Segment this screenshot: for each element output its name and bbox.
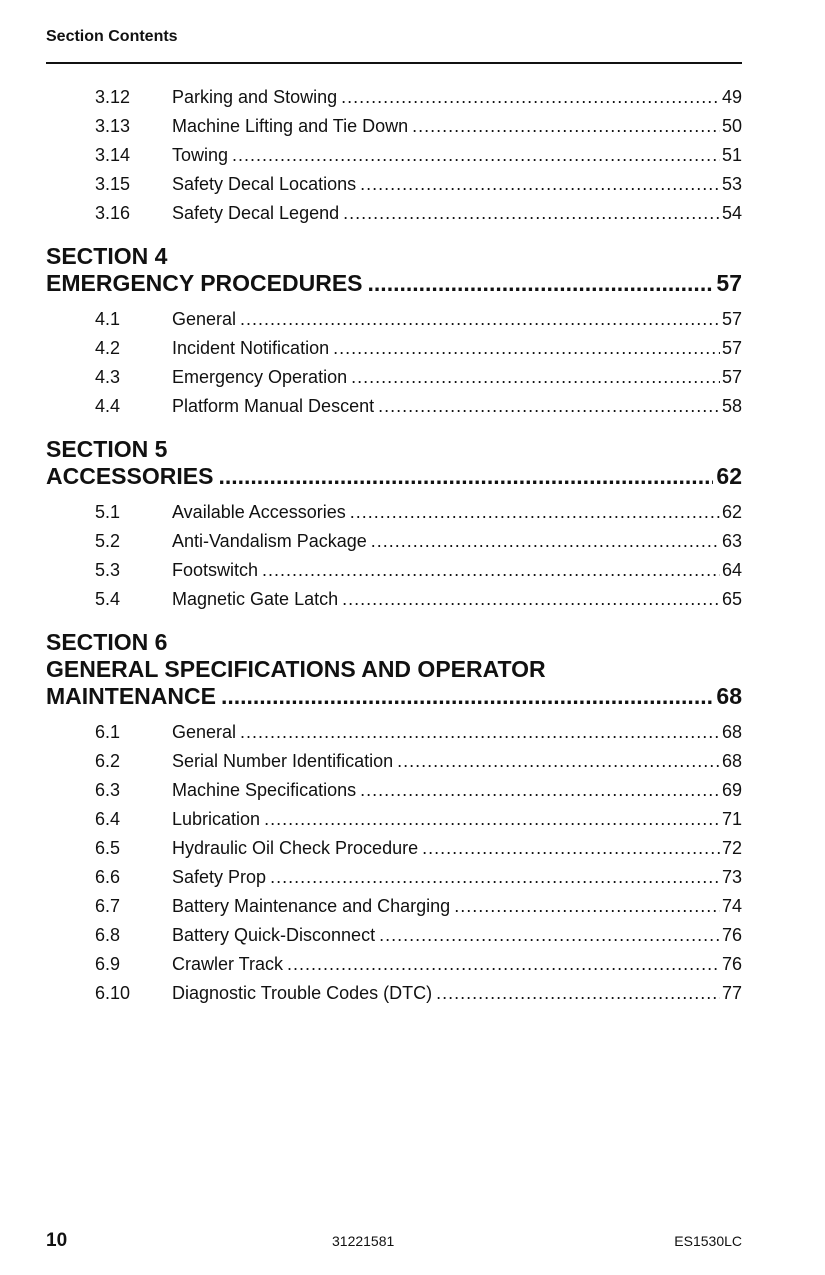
dot-leader: [454, 892, 720, 921]
toc-section: [46, 243, 742, 421]
toc-entry-page: 50: [721, 116, 742, 136]
toc-entry-page: 49: [721, 87, 742, 107]
toc-entry-title: Battery Maintenance and Charging: [172, 896, 451, 916]
toc-entry-title: Footswitch: [172, 560, 259, 580]
toc-entry[interactable]: [46, 718, 742, 747]
dot-leader: [378, 392, 720, 421]
dot-leader: [232, 141, 720, 170]
toc-entry[interactable]: [46, 527, 742, 556]
section-heading-title: MAINTENANCE: [46, 683, 216, 709]
page-header-title: Section Contents: [46, 28, 178, 45]
dot-leader: [342, 585, 720, 614]
toc-entry-title: Lubrication: [172, 809, 261, 829]
dot-leader: [371, 527, 720, 556]
toc-entry-number: 4.4: [95, 396, 121, 416]
section-heading-line: SECTION 4: [46, 243, 168, 269]
toc-entry-page: 62: [721, 502, 742, 522]
toc-entry-number: 4.3: [95, 367, 121, 387]
dot-leader: [422, 834, 720, 863]
toc-entry-number: 6.2: [95, 751, 121, 771]
toc-entry-page: 73: [721, 867, 742, 887]
toc-entry-page: 63: [721, 531, 742, 551]
toc-entry-title: Crawler Track: [172, 954, 284, 974]
toc-entry[interactable]: [46, 892, 742, 921]
toc-entry-page: 57: [721, 309, 742, 329]
toc-entry-page: 65: [721, 589, 742, 609]
toc-entry-page: 74: [721, 896, 742, 916]
toc-entry[interactable]: [46, 921, 742, 950]
toc-entry-title: Diagnostic Trouble Codes (DTC): [172, 983, 433, 1003]
dot-leader: [350, 498, 720, 527]
toc-entry-page: 68: [721, 722, 742, 742]
toc-entry-title: General: [172, 309, 237, 329]
toc-entry-page: 69: [721, 780, 742, 800]
dot-leader: [264, 805, 720, 834]
toc-entry-page: 68: [721, 751, 742, 771]
dot-leader: [262, 556, 720, 585]
toc-entry[interactable]: [46, 305, 742, 334]
section-heading-page: 68: [716, 683, 742, 709]
toc-entry-page: 76: [721, 925, 742, 945]
toc-entry-number: 4.1: [95, 309, 121, 329]
toc-entry-page: 57: [721, 338, 742, 358]
toc-entry[interactable]: [46, 334, 742, 363]
toc-entry-title: Serial Number Identification: [172, 751, 394, 771]
section-heading-page: 62: [716, 463, 742, 489]
footer-page-number: 10: [46, 1230, 68, 1251]
toc-entry-title: Machine Lifting and Tie Down: [172, 116, 409, 136]
section-heading-line: SECTION 5: [46, 436, 168, 462]
toc-entry[interactable]: [46, 863, 742, 892]
section-heading-page: 57: [716, 270, 742, 296]
section-heading-line: SECTION 6: [46, 629, 168, 655]
toc-entry-title: Magnetic Gate Latch: [172, 589, 339, 609]
dot-leader: [240, 718, 720, 747]
toc-entry[interactable]: [46, 199, 742, 228]
toc-entry-number: 4.2: [95, 338, 121, 358]
section-heading-link[interactable]: [46, 463, 742, 490]
toc-entry-page: 53: [721, 174, 742, 194]
toc-entry-title: Battery Quick-Disconnect: [172, 925, 376, 945]
toc-entry[interactable]: [46, 805, 742, 834]
toc-entry[interactable]: [46, 556, 742, 585]
toc-entry[interactable]: [46, 392, 742, 421]
toc-entry[interactable]: [46, 979, 742, 1008]
toc-entry[interactable]: [46, 776, 742, 805]
toc-entry-title: Emergency Operation: [172, 367, 348, 387]
dot-leader: [240, 305, 720, 334]
toc-entry-title: Incident Notification: [172, 338, 330, 358]
toc-entry[interactable]: [46, 834, 742, 863]
dot-leader: [368, 270, 714, 297]
dot-leader: [436, 979, 720, 1008]
toc-entry[interactable]: [46, 363, 742, 392]
toc-entry-page: 72: [721, 838, 742, 858]
toc-entry-number: 6.5: [95, 838, 121, 858]
toc-section: [46, 629, 742, 1008]
toc-entry-title: Safety Decal Legend: [172, 203, 340, 223]
toc-entry[interactable]: [46, 498, 742, 527]
dot-leader: [287, 950, 720, 979]
toc-entry-page: 51: [721, 145, 742, 165]
toc-entry-title: Available Accessories: [172, 502, 346, 522]
section-heading-link[interactable]: [46, 270, 742, 297]
toc-section: [46, 436, 742, 614]
toc-entry[interactable]: [46, 141, 742, 170]
toc-entry[interactable]: [46, 112, 742, 141]
dot-leader: [379, 921, 720, 950]
toc-entry[interactable]: [46, 170, 742, 199]
section-heading-link[interactable]: [46, 683, 742, 710]
toc-entry-page: 54: [721, 203, 742, 223]
toc-entry-number: 5.1: [95, 502, 121, 522]
toc-entry-number: 3.12: [95, 87, 131, 107]
toc-entry-page: 57: [721, 367, 742, 387]
toc-entry-number: 6.6: [95, 867, 121, 887]
section-heading-line: GENERAL SPECIFICATIONS AND OPERATOR: [46, 656, 546, 682]
dot-leader: [397, 747, 720, 776]
dot-leader: [333, 334, 720, 363]
toc-entry-title: Machine Specifications: [172, 780, 357, 800]
table-of-contents: [46, 83, 742, 1008]
toc-entry-number: 3.14: [95, 145, 131, 165]
toc-entry[interactable]: [46, 950, 742, 979]
toc-entry-number: 6.7: [95, 896, 121, 916]
toc-entry-number: 5.4: [95, 589, 121, 609]
toc-entry-number: 6.1: [95, 722, 121, 742]
footer-model-name: ES1530LC: [674, 1233, 742, 1249]
dot-leader: [360, 170, 720, 199]
dot-leader: [412, 112, 720, 141]
toc-entry-number: 5.3: [95, 560, 121, 580]
toc-entry-page: 58: [721, 396, 742, 416]
dot-leader: [351, 363, 720, 392]
toc-entry[interactable]: [46, 83, 742, 112]
page-footer: [46, 1230, 742, 1254]
toc-entry-page: 77: [721, 983, 742, 1003]
toc-entry-title: Towing: [172, 145, 229, 165]
footer-document-number: 31221581: [332, 1233, 395, 1249]
dot-leader: [221, 683, 713, 710]
toc-entry-number: 3.16: [95, 203, 131, 223]
toc-entry[interactable]: [46, 747, 742, 776]
toc-entry-title: Hydraulic Oil Check Procedure: [172, 838, 419, 858]
toc-entry-title: Parking and Stowing: [172, 87, 338, 107]
toc-entry-number: 6.9: [95, 954, 121, 974]
toc-entry-number: 3.15: [95, 174, 131, 194]
dot-leader: [341, 83, 720, 112]
toc-entry-number: 6.3: [95, 780, 121, 800]
toc-entry-page: 71: [721, 809, 742, 829]
section-heading-title: EMERGENCY PROCEDURES: [46, 270, 363, 296]
toc-entry-number: 5.2: [95, 531, 121, 551]
toc-entry-title: Safety Decal Locations: [172, 174, 357, 194]
toc-entry-title: Anti-Vandalism Package: [172, 531, 367, 551]
toc-entry-number: 6.4: [95, 809, 121, 829]
toc-entry-title: Platform Manual Descent: [172, 396, 375, 416]
toc-entry-title: Safety Prop: [172, 867, 267, 887]
dot-leader: [343, 199, 720, 228]
toc-entry[interactable]: [46, 585, 742, 614]
toc-entry-page: 64: [721, 560, 742, 580]
section-heading-title: ACCESSORIES: [46, 463, 214, 489]
dot-leader: [270, 863, 720, 892]
toc-entry-number: 6.10: [95, 983, 131, 1003]
header-divider: [46, 62, 742, 64]
toc-entry-page: 76: [721, 954, 742, 974]
dot-leader: [360, 776, 720, 805]
toc-entry-number: 3.13: [95, 116, 131, 136]
toc-entry-title: General: [172, 722, 237, 742]
dot-leader: [218, 463, 713, 490]
toc-entry-number: 6.8: [95, 925, 121, 945]
